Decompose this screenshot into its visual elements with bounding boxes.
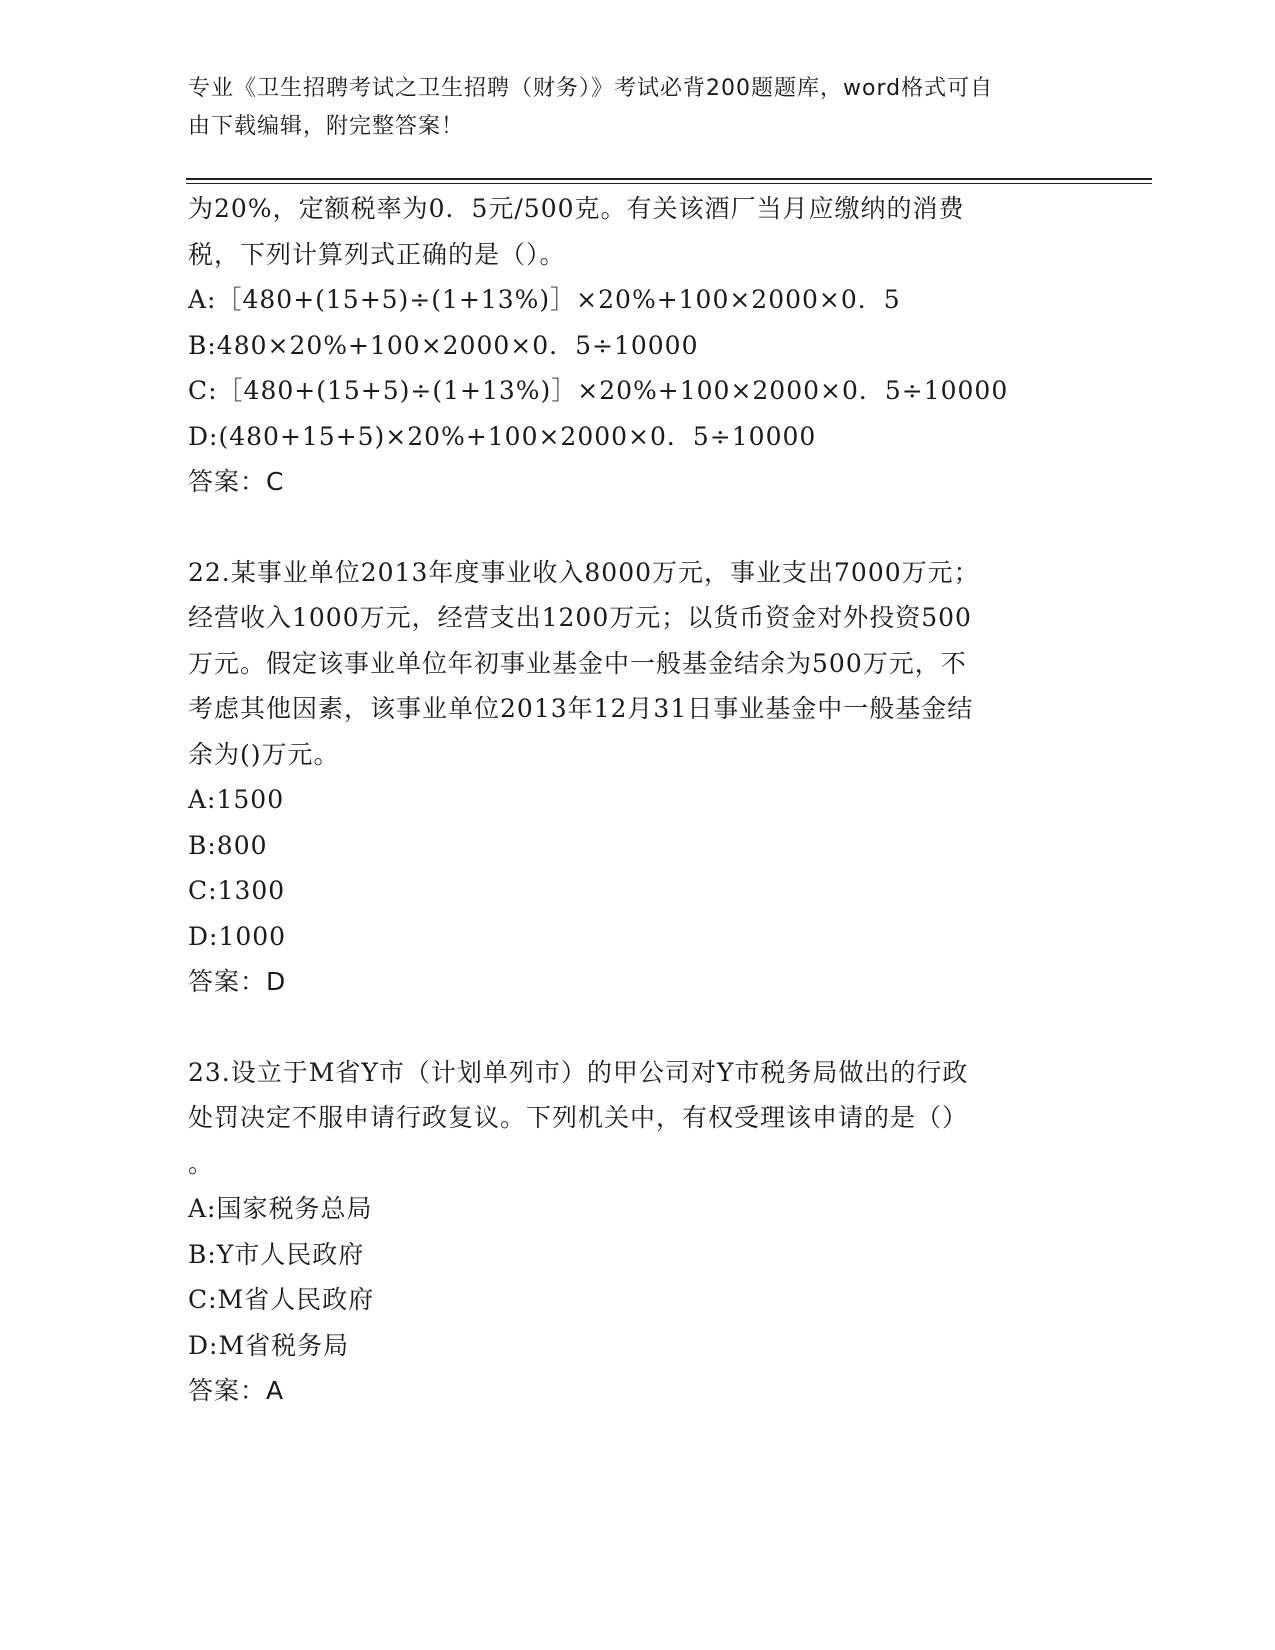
question-22 [188,550,1088,1005]
header-divider [186,178,1152,180]
header-divider-thin [186,183,1152,184]
header-line-1: 专业《卫生招聘考试之卫生招聘（财务）》考试必背200题题库，word格式可自 [188,76,994,101]
question-text: 经营收入1000万元，经营支出1200万元；以货币资金对外投资500 [188,603,972,632]
question-text: 23.设立于M省Y市（计划单列市）的甲公司对Y市税务局做出的行政 [188,1057,969,1087]
option-b: B:480×20%+100×2000×0．5÷10000 [188,330,699,360]
option-d: D:(480+15+5)×20%+100×2000×0．5÷10000 [188,421,817,451]
question-text: 税，下列计算列式正确的是（）。 [188,239,566,269]
answer: 答案：D [188,967,287,996]
header-line-2: 由下载编辑，附完整答案！ [188,114,465,139]
option-b: B:800 [188,830,268,860]
option-c: C:［480+(15+5)÷(1+13%)］×20%+100×2000×0．5÷10000 [188,376,1009,405]
question-21 [188,186,1088,505]
answer: 答案：C [188,467,285,496]
question-23 [188,1050,1088,1414]
option-a: A:［480+(15+5)÷(1+13%)］×20%+100×2000×0．5 [188,285,901,314]
option-d: D:M省税务局 [188,1330,350,1360]
option-c: C:1300 [188,876,286,905]
answer: 答案：A [188,1376,285,1405]
question-text: 考虑其他因素，该事业单位2013年12月31日事业基金中一般基金结 [188,694,974,723]
option-d: D:1000 [188,921,287,951]
question-text: 万元。假定该事业单位年初事业基金中一般基金结余为500万元，不 [188,648,967,678]
question-list [188,186,1088,1414]
question-text: 22.某事业单位2013年度事业收入8000万元，事业支出7000万元； [188,557,980,587]
question-text: 处罚决定不服申请行政复议。下列机关中，有权受理该申请的是（） [188,1103,969,1132]
question-text: 余为()万元。 [188,739,340,769]
option-b: B:Y市人民政府 [188,1239,365,1269]
option-a: A:1500 [188,785,285,814]
document-header [188,70,1068,146]
question-text: 为20%，定额税率为0．5元/500克。有关该酒厂当月应缴纳的消费 [188,194,965,223]
option-a: A:国家税务总局 [188,1194,373,1223]
option-c: C:M省人民政府 [188,1285,375,1314]
question-text: 。 [188,1148,215,1178]
